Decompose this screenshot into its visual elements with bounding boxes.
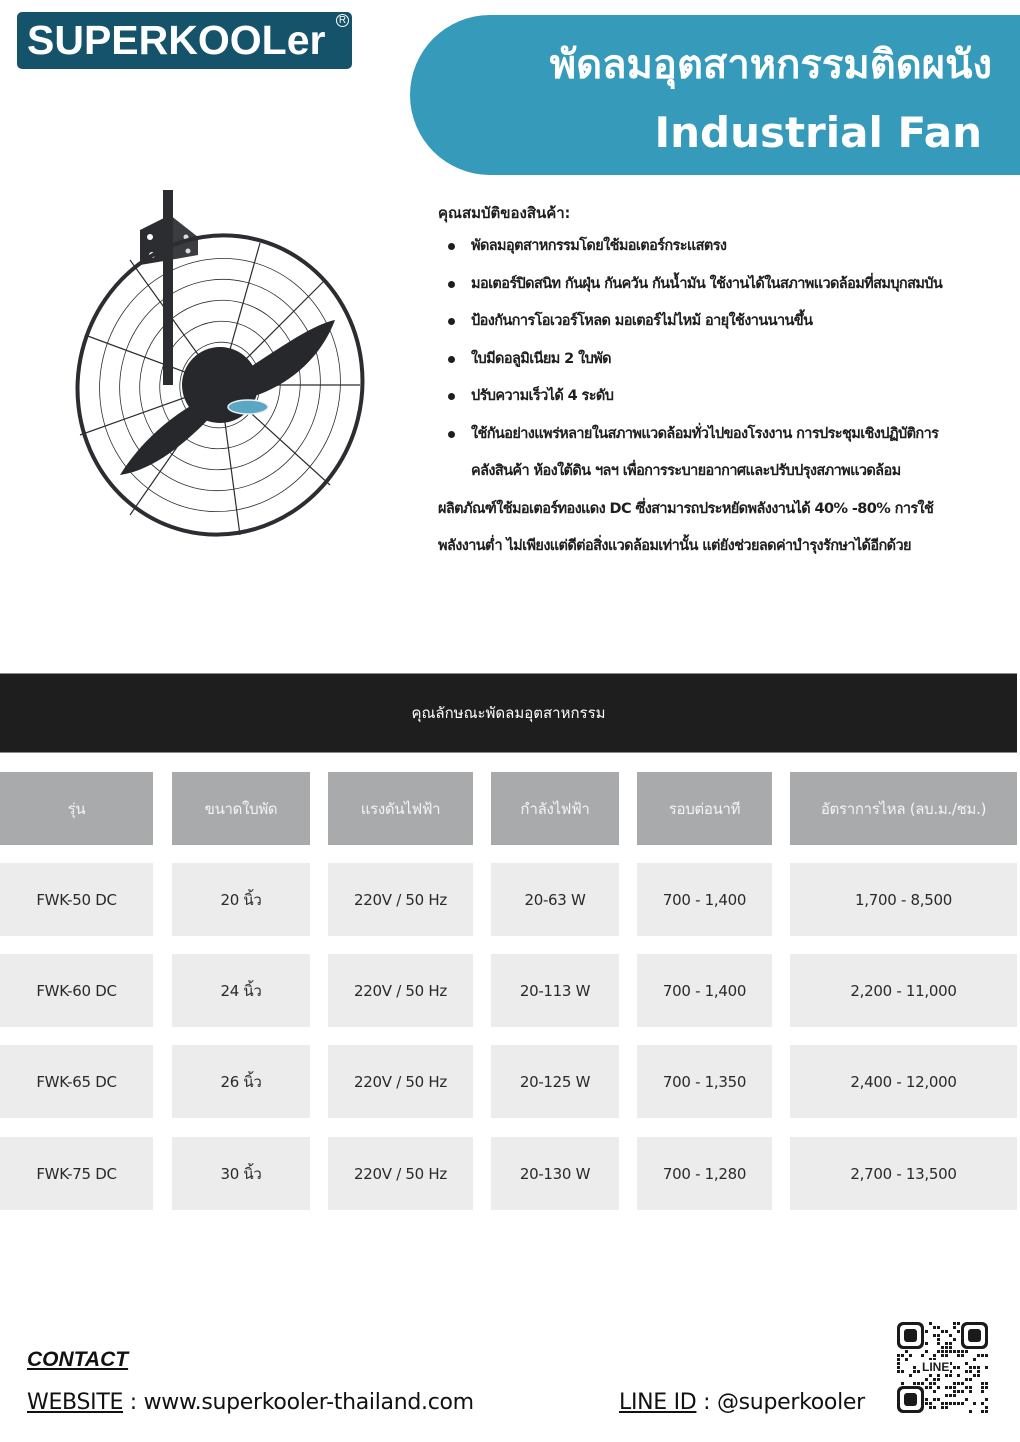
description-line-1: ผลิตภัณฑ์ใช้มอเตอร์ทองแดง DC ซึ่งสามารถประหยัดพลังงานได้ 40% -80% การใช้ [438, 500, 934, 517]
logo-text: SUPERKOOLer [27, 17, 326, 63]
feature-text: มอเตอร์ปิดสนิท กันฝุ่น กันควัน กันน้ำมัน ใช้งานได้ในสภาพแวดล้อมที่สมบุกสมบัน [471, 275, 943, 292]
feature-text: คลังสินค้า ห้องใต้ดิน ฯลฯ เพื่อการระบายอากาศและปรับปรุงสภาพแวดล้อม [471, 463, 901, 479]
table-cell: 24 นิ้ว [172, 954, 310, 1027]
line-id-separator: : [696, 1390, 717, 1415]
table-cell: 20-63 W [491, 863, 619, 936]
table-cell: 700 - 1,280 [637, 1137, 772, 1210]
fan-blade-icon [120, 320, 335, 475]
line-id-value[interactable]: @superkooler [716, 1390, 865, 1415]
page-title-english: Industrial Fan [654, 108, 982, 157]
feature-text: ใช้กันอย่างแพร่หลายในสภาพแวดล้อมทั่วไปของโรงงาน การประชุมเชิงปฏิบัติการ [471, 425, 939, 442]
feature-item [438, 416, 1013, 454]
website-link[interactable]: www.superkooler-thailand.com [143, 1390, 474, 1415]
feature-item [438, 228, 1013, 266]
column-header: กำลังไฟฟ้า [491, 772, 619, 845]
spec-table-title-text: คุณลักษณะพัดลมอุตสาหกรรม [411, 704, 606, 722]
feature-item-continuation [438, 453, 1013, 491]
table-cell: 20-125 W [491, 1045, 619, 1118]
brand-logo [17, 12, 352, 69]
table-cell: 220V / 50 Hz [328, 954, 473, 1027]
table-cell: 30 นิ้ว [172, 1137, 310, 1210]
table-cell: 700 - 1,350 [637, 1045, 772, 1118]
bullet-icon [448, 243, 455, 250]
line-id-label: LINE ID [619, 1390, 697, 1415]
table-cell: 220V / 50 Hz [328, 863, 473, 936]
bullet-icon [448, 356, 455, 363]
features-title: คุณสมบัติของสินค้า: [438, 204, 571, 222]
line-qr-code[interactable] [897, 1322, 989, 1414]
features-list [438, 228, 1013, 491]
title-banner [410, 15, 1020, 175]
website-label: WEBSITE [27, 1390, 124, 1415]
table-cell: FWK-50 DC [0, 863, 153, 936]
feature-text: พัดลมอุตสาหกรรมโดยใช้มอเตอร์กระแสตรง [471, 238, 727, 254]
table-cell: 700 - 1,400 [637, 863, 772, 936]
column-header: แรงดันไฟฟ้า [328, 772, 473, 845]
table-cell: 20-130 W [491, 1137, 619, 1210]
description-line-2: พลังงานต่ำ ไม่เพียงแต่ดีต่อสิ่งแวดล้อมเท่านั้น แต่ยังช่วยลดค่าบำรุงรักษาได้อีกด้วย [438, 538, 911, 554]
page-title-thai: พัดลมอุตสาหกรรมติดผนัง [549, 42, 992, 88]
bullet-icon [448, 431, 455, 438]
feature-text: ป้องกันการโอเวอร์โหลด มอเตอร์ไม่ไหม้ อายุใช้งานนานขึ้น [471, 313, 813, 329]
line-info [619, 1390, 865, 1415]
table-cell: 1,700 - 8,500 [790, 863, 1017, 936]
table-cell: FWK-75 DC [0, 1137, 153, 1210]
table-cell: 26 นิ้ว [172, 1045, 310, 1118]
feature-item [438, 303, 1013, 341]
column-header: ขนาดใบพัด [172, 772, 310, 845]
bullet-icon [448, 281, 455, 288]
table-cell: 20-113 W [491, 954, 619, 1027]
column-header: รอบต่อนาที [637, 772, 772, 845]
table-cell: 700 - 1,400 [637, 954, 772, 1027]
registered-mark-icon: R [336, 14, 349, 27]
wall-bracket-icon [140, 190, 198, 385]
bullet-icon [448, 318, 455, 325]
table-cell: 220V / 50 Hz [328, 1045, 473, 1118]
column-header: รุ่น [0, 772, 153, 845]
table-cell: 2,700 - 13,500 [790, 1137, 1017, 1210]
feature-item [438, 341, 1013, 379]
feature-text: ใบมีดอลูมิเนียม 2 ใบพัด [471, 350, 611, 367]
product-features [438, 198, 1013, 566]
table-cell: 2,200 - 11,000 [790, 954, 1017, 1027]
contact-heading: CONTACT [27, 1348, 129, 1371]
table-cell: FWK-65 DC [0, 1045, 153, 1118]
feature-item [438, 266, 1013, 304]
feature-text: ปรับความเร็วได้ 4 ระดับ [471, 388, 614, 404]
table-cell: 220V / 50 Hz [328, 1137, 473, 1210]
wall-mounted-industrial-fan-icon [70, 185, 370, 555]
table-cell: FWK-60 DC [0, 954, 153, 1027]
spec-table-title [0, 673, 1017, 753]
feature-item [438, 378, 1013, 416]
table-cell: 2,400 - 12,000 [790, 1045, 1017, 1118]
table-cell: 20 นิ้ว [172, 863, 310, 936]
website-separator: : [123, 1390, 144, 1415]
bullet-icon [448, 393, 455, 400]
qr-line-label: LINE [922, 1360, 950, 1374]
website-info [27, 1390, 474, 1415]
column-header: อัตราการไหล (ลบ.ม./ชม.) [790, 772, 1017, 845]
